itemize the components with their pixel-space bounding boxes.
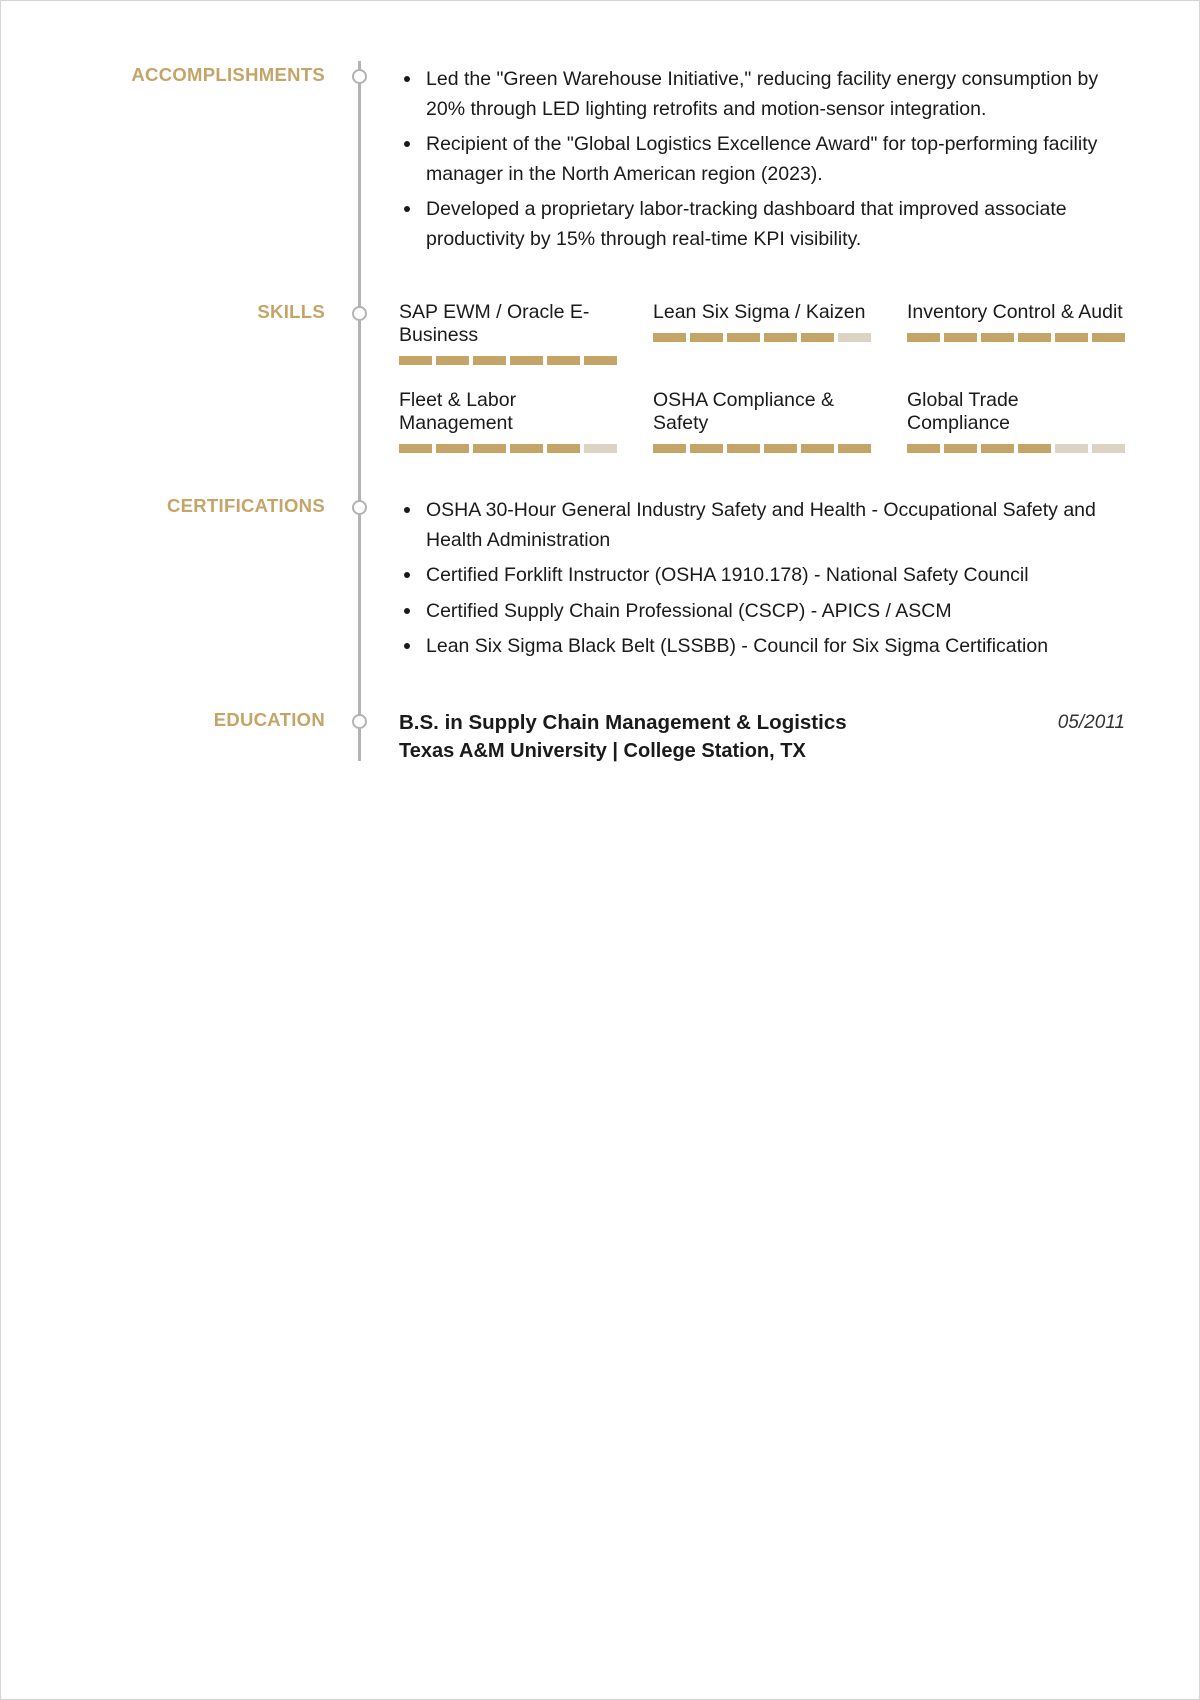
skill-segment-filled <box>690 444 723 453</box>
skill-segment-filled <box>727 444 760 453</box>
timeline-rail <box>358 61 361 761</box>
skill-segment-filled <box>944 333 977 342</box>
skill-segment-filled <box>436 444 469 453</box>
skill-segment-filled <box>473 356 506 365</box>
skill-segment-filled <box>907 444 940 453</box>
skill-name: SAP EWM / Oracle E-Business <box>399 301 590 346</box>
skill-segment-filled <box>944 444 977 453</box>
skill-name: Lean Six Sigma / Kaizen <box>653 301 866 323</box>
skills-grid <box>399 301 1125 461</box>
list-item: Certified Forklift Instructor (OSHA 1910.178) - National Safety Council <box>399 560 1125 590</box>
skill-item <box>653 301 871 342</box>
skill-name: Global Trade Compliance <box>907 389 1019 434</box>
list-item: Recipient of the "Global Logistics Excellence Award" for top-performing facility manager in the North American region (2023). <box>399 129 1125 189</box>
list-item: Certified Supply Chain Professional (CSCP) - APICS / ASCM <box>399 596 1125 626</box>
timeline-node-icon <box>352 69 367 84</box>
skill-segment-filled <box>399 356 432 365</box>
skill-level-bar <box>653 333 871 342</box>
skill-item <box>653 389 871 453</box>
section-title-certifications: CERTIFICATIONS <box>166 495 325 516</box>
skill-level-bar <box>907 333 1125 342</box>
skill-name: OSHA Compliance & Safety <box>653 389 834 434</box>
skill-segment-filled <box>690 333 723 342</box>
skill-segment-empty <box>584 444 617 453</box>
skill-segment-filled <box>764 333 797 342</box>
skill-segment-filled <box>981 333 1014 342</box>
list-item: Lean Six Sigma Black Belt (LSSBB) - Council for Six Sigma Certification <box>399 631 1125 661</box>
skill-segment-filled <box>653 333 686 342</box>
skill-segment-filled <box>727 333 760 342</box>
skill-segment-filled <box>981 444 1014 453</box>
skill-segment-filled <box>510 444 543 453</box>
certifications-list <box>399 495 1125 661</box>
education-school: Texas A&M University | College Station, TX <box>399 740 806 762</box>
accomplishments-list <box>399 64 1125 254</box>
skill-segment-filled <box>801 333 834 342</box>
skill-segment-filled <box>473 444 506 453</box>
timeline-node-icon <box>352 306 367 321</box>
skill-segment-filled <box>1055 333 1088 342</box>
list-item: Led the "Green Warehouse Initiative," reducing facility energy consumption by 20% through LED lighting retrofits and motion-sensor integration. <box>399 64 1125 124</box>
education-entry <box>399 709 1125 765</box>
timeline-node-icon <box>352 500 367 515</box>
skill-level-bar <box>399 444 617 453</box>
skill-segment-filled <box>547 444 580 453</box>
certifications-content <box>399 495 1125 661</box>
skill-segment-filled <box>436 356 469 365</box>
skill-item <box>907 301 1125 342</box>
skill-segment-filled <box>1018 444 1051 453</box>
skill-level-bar <box>907 444 1125 453</box>
skill-segment-empty <box>1055 444 1088 453</box>
skill-item <box>399 301 617 365</box>
education-date: 05/2011 <box>1057 712 1125 733</box>
skill-segment-filled <box>907 333 940 342</box>
education-degree: B.S. in Supply Chain Management & Logistics <box>399 711 847 734</box>
skill-name: Fleet & Labor Management <box>399 389 517 434</box>
skill-item <box>907 389 1125 453</box>
skill-item <box>399 389 617 453</box>
skill-segment-filled <box>399 444 432 453</box>
list-item: Developed a proprietary labor-tracking dashboard that improved associate productivity by 15% through real-time KPI visibility. <box>399 194 1125 254</box>
skill-segment-filled <box>653 444 686 453</box>
skill-name: Inventory Control & Audit <box>907 301 1123 323</box>
timeline-node-icon <box>352 714 367 729</box>
skill-segment-filled <box>1018 333 1051 342</box>
skill-segment-empty <box>1092 444 1125 453</box>
skill-segment-filled <box>801 444 834 453</box>
skill-segment-filled <box>510 356 543 365</box>
skill-segment-empty <box>838 333 871 342</box>
section-title-education: EDUCATION <box>213 709 325 730</box>
skill-segment-filled <box>838 444 871 453</box>
skill-segment-filled <box>1092 333 1125 342</box>
skill-segment-filled <box>584 356 617 365</box>
section-title-skills: SKILLS <box>257 301 325 322</box>
skill-segment-filled <box>547 356 580 365</box>
accomplishments-content <box>399 64 1125 254</box>
skill-segment-filled <box>764 444 797 453</box>
skill-level-bar <box>653 444 871 453</box>
list-item: OSHA 30-Hour General Industry Safety and Health - Occupational Safety and Health Administration <box>399 495 1125 555</box>
section-title-accomplishments: ACCOMPLISHMENTS <box>131 64 325 85</box>
skill-level-bar <box>399 356 617 365</box>
